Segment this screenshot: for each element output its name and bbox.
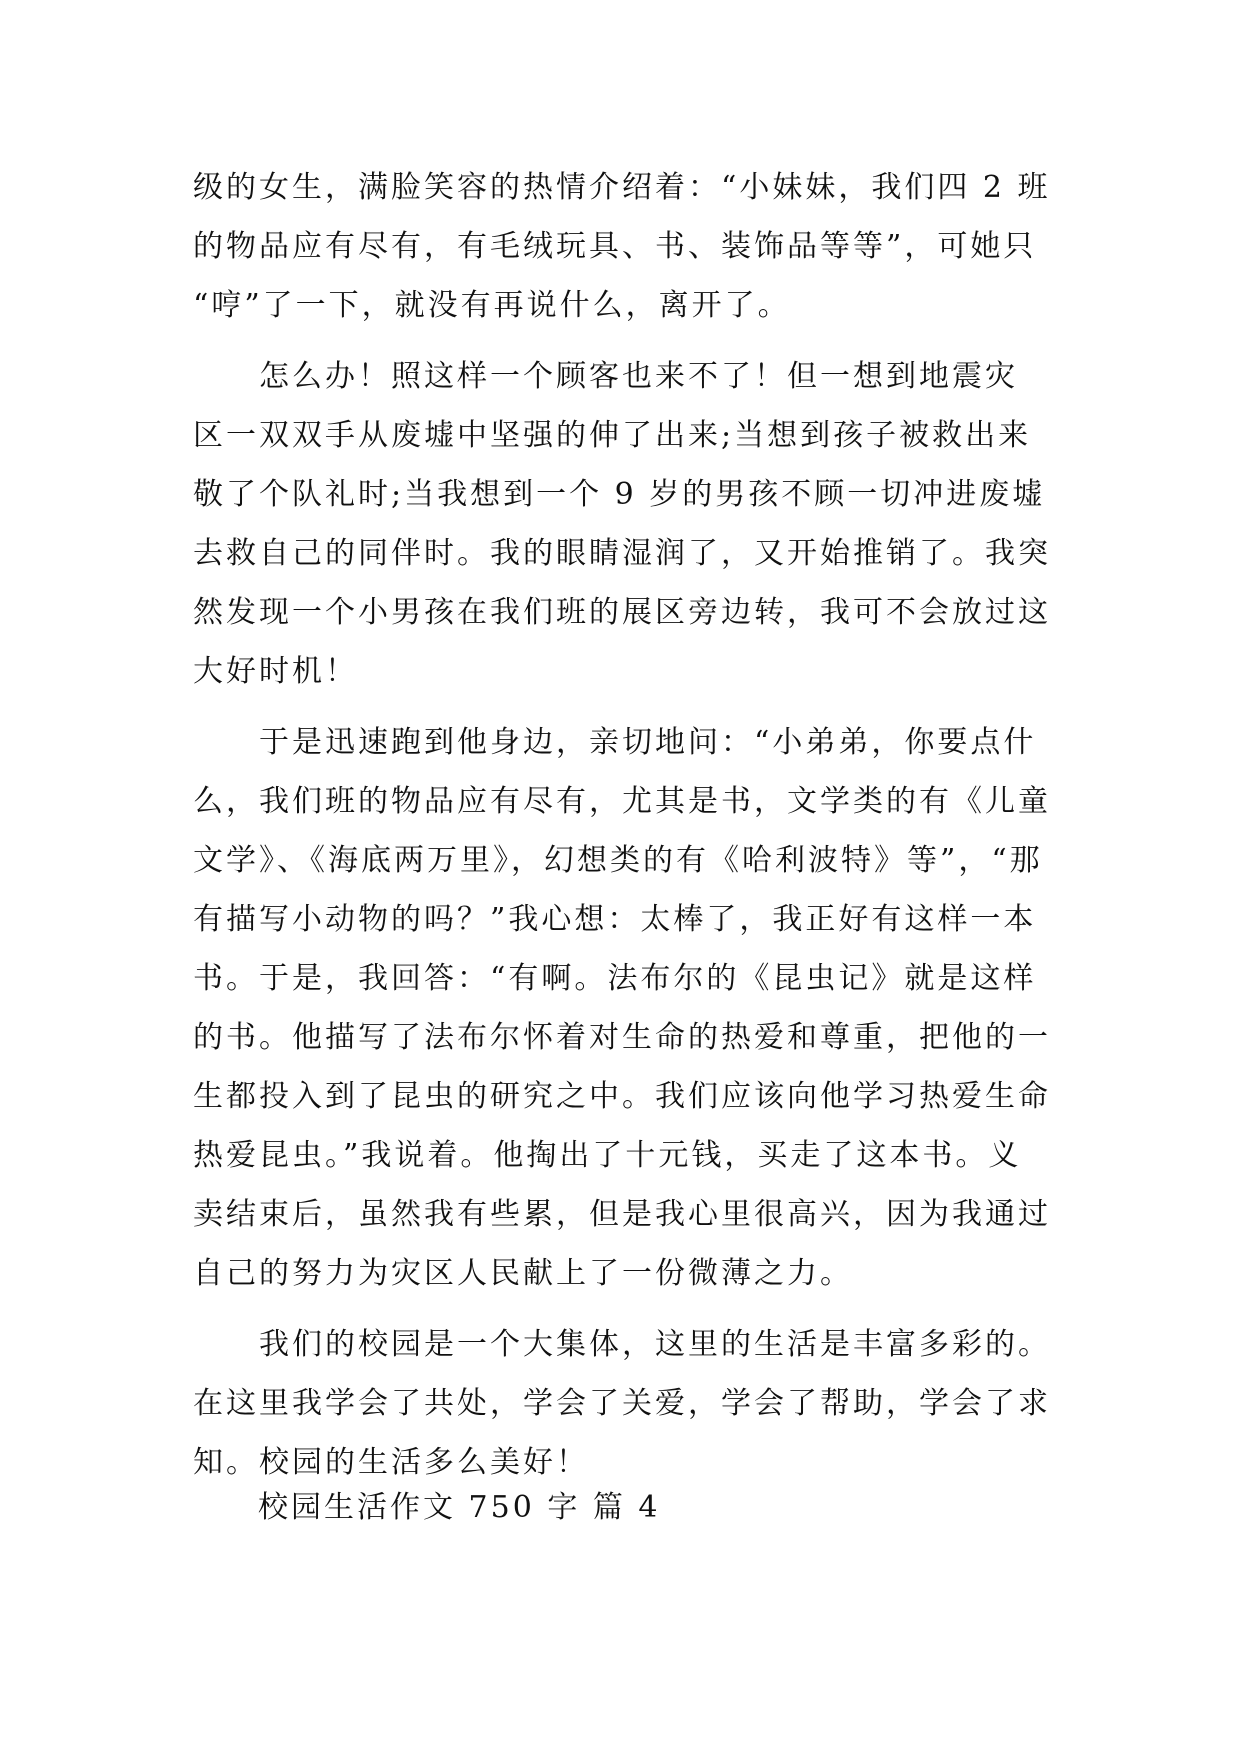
text-line: 生都投入到了昆虫的研究之中。我们应该向他学习热爱生命 [193,1079,1051,1114]
paragraph-3 [193,713,1073,1303]
text-line: “哼”了一下，就没有再说什么，离开了。 [193,288,791,323]
paragraph-1 [193,158,1073,335]
text-line: 热爱昆虫。”我说着。他掏出了十元钱，买走了这本书。义 [193,1138,1022,1173]
text-line: 有描写小动物的吗？”我心想：太棒了，我正好有这样一本 [193,902,1037,937]
text-line: 敬了个队礼时;当我想到一个 9 岁的男孩不顾一切冲进废墟 [193,477,1046,512]
text-line: 文学》、《海底两万里》，幻想类的有《哈利波特》等”，“那 [193,843,1043,878]
text-line: 区一双双手从废墟中坚强的伸了出来;当想到孩子被救出来 [193,418,1032,453]
section-heading: 校园生活作文 750 字 篇 4 [258,1490,661,1525]
text-line: 的物品应有尽有，有毛绒玩具、书、装饰品等等”，可她只 [193,229,1037,264]
text-line: 在这里我学会了共处，学会了关爱，学会了帮助，学会了求 [193,1386,1051,1421]
text-line: 于是迅速跑到他身边，亲切地问：“小弟弟，你要点什 [193,725,1037,760]
text-line: 么，我们班的物品应有尽有，尤其是书，文学类的有《儿童 [193,784,1051,819]
text-line: 级的女生，满脸笑容的热情介绍着：“小妹妹，我们四 2 班 [193,170,1051,205]
text-line: 去救自己的同伴时。我的眼睛湿润了，又开始推销了。我突 [193,536,1051,571]
text-line: 然发现一个小男孩在我们班的展区旁边转，我可不会放过这 [193,595,1051,630]
text-line: 自己的努力为灾区人民献上了一份微薄之力。 [193,1256,853,1291]
body-text [193,158,1073,1492]
text-line: 书。于是，我回答：“有啊。法布尔的《昆虫记》就是这样 [193,961,1037,996]
text-line: 怎么办！照这样一个顾客也来不了！但一想到地震灾 [193,359,1018,394]
text-line: 卖结束后，虽然我有些累，但是我心里很高兴，因为我通过 [193,1197,1051,1232]
text-line: 大好时机！ [193,654,358,689]
text-line: 的书。他描写了法布尔怀着对生命的热爱和尊重，把他的一 [193,1020,1051,1055]
paragraph-2 [193,347,1073,701]
paragraph-4 [193,1315,1073,1492]
text-line: 我们的校园是一个大集体，这里的生活是丰富多彩的。 [193,1327,1051,1362]
text-line: 知。校园的生活多么美好！ [193,1445,589,1480]
